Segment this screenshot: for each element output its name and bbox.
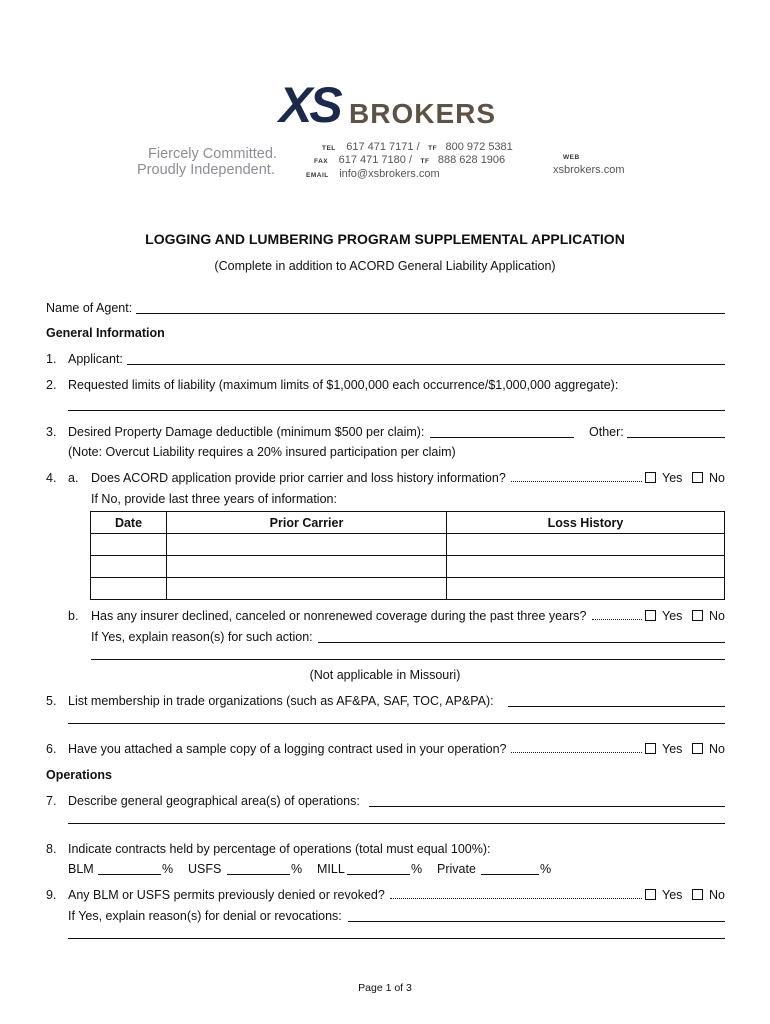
geographic-area-field-2[interactable] — [68, 823, 725, 824]
email-address: info@xsbrokers.com — [339, 168, 440, 180]
q4b-yes-checkbox[interactable] — [645, 610, 656, 621]
q6-yes-label: Yes — [662, 742, 683, 756]
q9-no-checkbox[interactable] — [692, 889, 703, 900]
fax-label: FAX — [314, 158, 329, 165]
mill-percent-field[interactable] — [347, 874, 410, 875]
table-row — [91, 556, 725, 578]
q4a-yes-checkbox[interactable] — [645, 472, 656, 483]
q9-no-label: No — [709, 888, 725, 902]
missouri-note: (Not applicable in Missouri) — [309, 668, 461, 682]
fax-number: 617 471 7180 / — [338, 154, 413, 166]
q6-leader-dots — [511, 752, 642, 753]
date-cell[interactable] — [91, 556, 167, 578]
agent-name-field[interactable] — [136, 313, 725, 314]
q5-number: 5. — [46, 694, 57, 708]
q4b-letter: b. — [68, 609, 79, 623]
form-subtitle: (Complete in addition to ACORD General Liability Application) — [214, 259, 556, 273]
q9-label: Any BLM or USFS permits previously denied or revoked? — [68, 888, 385, 902]
deductible-field[interactable] — [430, 437, 574, 438]
q7-label: Describe general geographical area(s) of operations: — [68, 794, 360, 808]
tel-number: 617 471 7171 / — [346, 141, 420, 153]
usfs-pct-sign: % — [291, 862, 303, 876]
q3-other-label: Other: — [589, 425, 624, 439]
q4b-label: Has any insurer declined, canceled or nonrenewed coverage during the past three years? — [91, 609, 587, 623]
logo-xs-mark: XS — [279, 77, 340, 133]
q3-note: (Note: Overcut Liability requires a 20% insured participation per claim) — [68, 445, 456, 459]
table-header-row — [91, 512, 725, 534]
web-address: xsbrokers.com — [553, 164, 625, 176]
tel-label: TEL — [322, 145, 336, 152]
loss-history-cell[interactable] — [447, 556, 725, 578]
q2-label: Requested limits of liability (maximum limits of $1,000,000 each occurrence/$1,000,000 aggregate): — [68, 378, 619, 392]
q8-number: 8. — [46, 842, 57, 856]
q4b-reason-field-2[interactable] — [91, 659, 725, 660]
geographic-area-field-1[interactable] — [369, 806, 725, 807]
q6-no-label: No — [709, 742, 725, 756]
section-general-heading: General Information — [46, 326, 165, 340]
prior-carrier-cell[interactable] — [167, 534, 447, 556]
q4a-letter: a. — [68, 471, 79, 485]
date-cell[interactable] — [91, 534, 167, 556]
prior-carrier-cell[interactable] — [167, 578, 447, 600]
mill-pct-sign: % — [411, 862, 423, 876]
tagline-line-1: Fiercely Committed. — [148, 146, 277, 162]
q9-followup: If Yes, explain reason(s) for denial or revocations: — [68, 909, 342, 923]
q4b-leader-dots — [592, 619, 642, 620]
prior-carrier-cell[interactable] — [167, 556, 447, 578]
tf-number-2: 888 628 1906 — [437, 154, 506, 166]
private-pct-sign: % — [540, 862, 552, 876]
col-header-prior-carrier: Prior Carrier — [167, 512, 447, 534]
table-row — [91, 534, 725, 556]
usfs-label: USFS — [188, 862, 222, 876]
private-label: Private — [437, 862, 476, 876]
logo-brokers-text: BROKERS — [349, 98, 497, 129]
q9-reason-field-2[interactable] — [68, 938, 725, 939]
q4b-no-label: No — [709, 609, 725, 623]
applicant-field[interactable] — [127, 364, 725, 365]
tf-label-1: TF — [428, 145, 438, 152]
mill-label: MILL — [317, 862, 345, 876]
loss-history-cell[interactable] — [447, 534, 725, 556]
q3-label: Desired Property Damage deductible (minimum $500 per claim): — [68, 425, 425, 439]
trade-org-field-1[interactable] — [508, 706, 725, 707]
q5-label: List membership in trade organizations (such as AF&PA, SAF, TOC, AP&PA): — [68, 694, 494, 708]
q6-label: Have you attached a sample copy of a logging contract used in your operation? — [68, 742, 507, 756]
q6-yes-checkbox[interactable] — [645, 743, 656, 754]
q9-leader-dots — [390, 898, 642, 899]
blm-percent-field[interactable] — [98, 874, 161, 875]
col-header-loss-history: Loss History — [447, 512, 725, 534]
limits-field[interactable] — [68, 410, 725, 411]
tf-label-2: TF — [420, 158, 430, 165]
page-number: Page 1 of 3 — [358, 982, 412, 994]
q4b-yes-label: Yes — [662, 609, 683, 623]
loss-history-table — [90, 511, 725, 600]
section-operations-heading: Operations — [46, 768, 112, 782]
private-percent-field[interactable] — [481, 874, 539, 875]
trade-org-field-2[interactable] — [68, 723, 725, 724]
loss-history-cell[interactable] — [447, 578, 725, 600]
blm-label: BLM — [68, 862, 94, 876]
q9-yes-label: Yes — [662, 888, 683, 902]
form-title: LOGGING AND LUMBERING PROGRAM SUPPLEMENTAL APPLICATION — [145, 231, 625, 247]
q4a-leader-dots — [511, 481, 642, 482]
agent-label: Name of Agent: — [46, 301, 133, 315]
deductible-other-field[interactable] — [627, 437, 725, 438]
q4a-yes-label: Yes — [662, 471, 683, 485]
q4b-followup: If Yes, explain reason(s) for such action: — [91, 630, 313, 644]
q1-number: 1. — [46, 352, 57, 366]
table-row — [91, 578, 725, 600]
q6-number: 6. — [46, 742, 57, 756]
q7-number: 7. — [46, 794, 57, 808]
q4a-label: Does ACORD application provide prior carrier and loss history information? — [91, 471, 506, 485]
q2-number: 2. — [46, 378, 57, 392]
q4a-followup: If No, provide last three years of information: — [91, 492, 337, 506]
tagline-line-2: Proudly Independent. — [137, 162, 275, 178]
q4b-no-checkbox[interactable] — [692, 610, 703, 621]
q9-yes-checkbox[interactable] — [645, 889, 656, 900]
web-label: WEB — [563, 154, 580, 161]
q6-no-checkbox[interactable] — [692, 743, 703, 754]
date-cell[interactable] — [91, 578, 167, 600]
usfs-percent-field[interactable] — [227, 874, 290, 875]
q1-label: Applicant: — [68, 352, 123, 366]
contact-email-row — [306, 164, 440, 182]
q4a-no-label: No — [709, 471, 725, 485]
q4a-no-checkbox[interactable] — [692, 472, 703, 483]
q3-number: 3. — [46, 425, 57, 439]
q9-reason-field-1[interactable] — [348, 921, 725, 922]
email-label: EMAIL — [306, 172, 329, 179]
col-header-date: Date — [91, 512, 167, 534]
blm-pct-sign: % — [162, 862, 174, 876]
q9-number: 9. — [46, 888, 57, 902]
q8-label: Indicate contracts held by percentage of operations (total must equal 100%): — [68, 842, 491, 856]
tf-number-1: 800 972 5381 — [445, 141, 513, 153]
q4b-reason-field-1[interactable] — [318, 642, 725, 643]
q4-number: 4. — [46, 471, 57, 485]
